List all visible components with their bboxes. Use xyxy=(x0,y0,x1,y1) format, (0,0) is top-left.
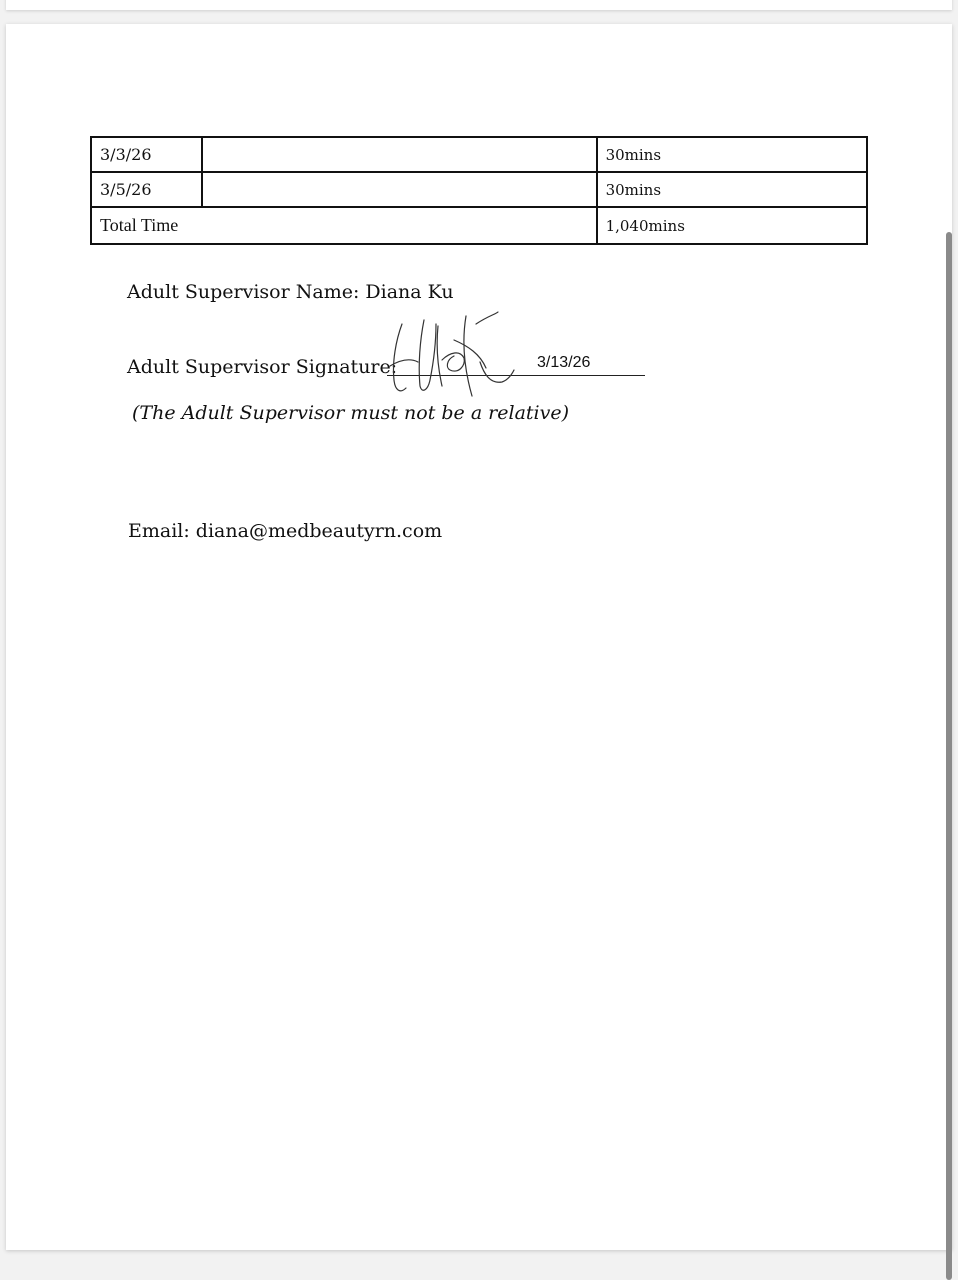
previous-page-edge xyxy=(6,0,952,10)
row-time: 30mins xyxy=(597,137,867,172)
row-description xyxy=(202,172,597,207)
supervisor-email-line: Email: diana@medbeautyrn.com xyxy=(128,520,443,542)
row-time: 30mins xyxy=(597,172,867,207)
row-date: 3/3/26 xyxy=(91,137,202,172)
row-description xyxy=(202,137,597,172)
scrollbar-thumb[interactable] xyxy=(946,232,952,1280)
row-date: 3/5/26 xyxy=(91,172,202,207)
signature-label: Adult Supervisor Signature: xyxy=(127,356,398,378)
time-log-table xyxy=(90,136,868,245)
handwritten-signature xyxy=(380,310,520,406)
total-label: Total Time xyxy=(91,207,597,244)
total-row xyxy=(91,207,867,244)
table-row xyxy=(91,137,867,172)
table-row xyxy=(91,172,867,207)
relative-note: (The Adult Supervisor must not be a relative) xyxy=(132,402,570,424)
total-value: 1,040mins xyxy=(597,207,867,244)
document-page xyxy=(6,24,952,1250)
signature-date: 3/13/26 xyxy=(537,354,591,371)
supervisor-name-line: Adult Supervisor Name: Diana Ku xyxy=(127,281,454,303)
